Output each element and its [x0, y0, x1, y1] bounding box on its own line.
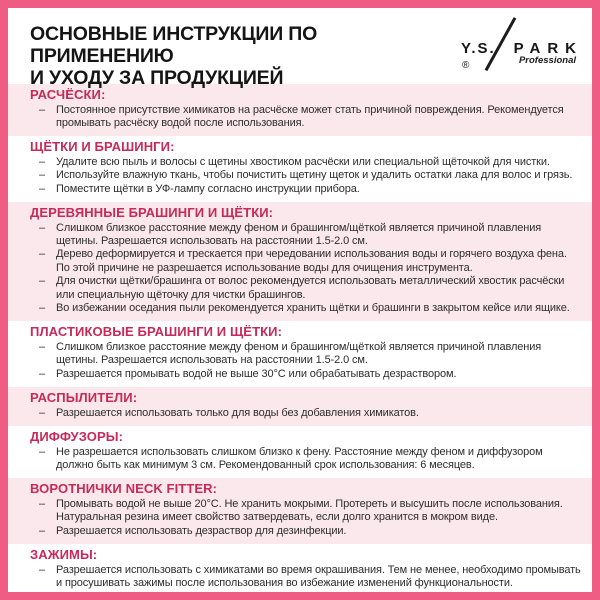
dash-marker: –: [39, 182, 45, 195]
list-item: [30, 368, 582, 381]
list-item-text: Разрешается использовать дезраствор для дезинфекции.: [56, 524, 347, 537]
list-item: [30, 302, 582, 315]
list-item-text: Используйте влажную ткань, чтобы почистить щетину щеток и удалить остатки лака для волос и грязь.: [56, 169, 573, 182]
section-title: ДИФФУЗОРЫ:: [30, 429, 124, 444]
dash-marker: –: [39, 406, 45, 419]
list-item-text: Слишком близкое расстояние между феном и брашингом/щёткой является причиной плавления щетины. Разрешается использовать на расстоянии 1.5-2.0 см.: [56, 340, 542, 367]
section-brushes: [8, 136, 592, 202]
list-item-text: Не разрешается использовать слишком близко к фену. Расстояние между феном и диффузором должно быть как минимум 3 см. Рекомендованный срок использования: 6 месяцев.: [56, 445, 543, 471]
registered-trademark-icon: ®: [462, 60, 470, 71]
list-item: [30, 564, 582, 591]
section-title: ЗАЖИМЫ:: [30, 547, 98, 563]
list-item: [30, 222, 582, 249]
section-diffusers: [8, 426, 592, 478]
list-item: [30, 525, 582, 538]
list-item: [30, 169, 582, 182]
dash-marker: –: [39, 103, 45, 116]
ys-park-logo: [461, 30, 583, 82]
dash-marker: –: [39, 563, 45, 576]
list-item: [30, 446, 582, 473]
list-item: [30, 183, 582, 196]
section-wooden-brushes: [8, 202, 592, 321]
section-title: РАСЧЁСКИ:: [30, 87, 106, 102]
section-clips: [8, 544, 592, 596]
list-item: [30, 407, 582, 420]
section-title: ДЕРЕВЯННЫЕ БРАШИНГИ И ЩЁТКИ:: [30, 205, 274, 221]
list-item-text: Поместите щётки в УФ-лампу согласно инструкции прибора.: [56, 182, 360, 195]
section-sprayers: [8, 387, 592, 426]
section-combs: [8, 84, 592, 136]
logo-park-text: PARK: [513, 40, 583, 57]
list-item-text: Постоянное присутствие химикатов на расчёске может стать причиной повреждения. Рекомендуется промывать расчёску водой после использования.: [56, 103, 564, 129]
dash-marker: –: [39, 340, 45, 353]
logo-ys-text: Y.S.: [461, 40, 496, 57]
dash-marker: –: [39, 155, 45, 168]
list-item: [30, 498, 582, 525]
section-neck-fitters: [8, 478, 592, 544]
list-item-text: Для очистки щётки/брашинга от волос рекомендуется использовать металлический хвостик расчёски или специальную щёточку для чистки брашингов.: [56, 275, 565, 301]
section-plastic-brushes: [8, 321, 592, 387]
page-title: [30, 23, 461, 89]
dash-marker: –: [39, 524, 45, 537]
list-item: [30, 275, 582, 302]
header: [8, 8, 592, 90]
section-title: ПЛАСТИКОВЫЕ БРАШИНГИ И ЩЁТКИ:: [30, 324, 283, 340]
list-item-text: Разрешается промывать водой не выше 30°C или обрабатывать дезраствором.: [56, 367, 457, 380]
dash-marker: –: [39, 445, 45, 458]
list-item-text: Удалите всю пыль и волосы с щетины хвостиком расчёски или специальной щёточкой для чистки.: [56, 155, 550, 168]
dash-marker: –: [39, 275, 45, 288]
list-item-text: Разрешается использовать только для воды без добавления химикатов.: [56, 406, 419, 419]
dash-marker: –: [39, 169, 45, 182]
page-title-line2: И УХОДУ ЗА ПРОДУКЦИЕЙ: [30, 67, 284, 90]
list-item-text: Слишком близкое расстояние между феном и брашингом/щёткой является причиной плавления щетины. Разрешается использовать на расстоянии 1.5-2.0 см.: [56, 221, 542, 247]
section-title: РАСПЫЛИТЕЛИ:: [30, 390, 138, 406]
logo-professional-text: Professional: [518, 55, 576, 66]
list-item-text: Во избежании оседания пыли рекомендуется хранить щётки и брашинги в закрытом кейсе или ящике.: [56, 301, 570, 314]
section-title: ВОРОТНИЧКИ NECK FITTER:: [30, 481, 218, 497]
list-item: [30, 341, 582, 368]
dash-marker: –: [39, 221, 45, 234]
dash-marker: –: [39, 248, 45, 261]
dash-marker: –: [39, 497, 45, 510]
list-item: [30, 104, 582, 131]
dash-marker: –: [39, 301, 45, 314]
dash-marker: –: [39, 367, 45, 380]
section-title: ЩЁТКИ И БРАШИНГИ:: [30, 139, 175, 155]
page-title-line1: ОСНОВНЫЕ ИНСТРУКЦИИ ПО ПРИМЕНЕНИЮ: [30, 23, 318, 68]
list-item: [30, 248, 582, 275]
list-item-text: Дерево деформируется и трескается при чередовании использования воды и горячего воздуха фена. По этой причине не разрешается использование воды для очищения инструмента.: [56, 248, 567, 274]
list-item-text: Промывать водой не выше 20°C. Не хранить мокрыми. Протереть и высушить после использования. Натуральная резина имеет свойство затвердевать, если долго хранится в мокром виде.: [56, 497, 563, 524]
list-item-text: Разрешается использовать с химикатами во время окрашивания. Тем не менее, необходимо промывать и просушивать зажимы после использования во избежание изменений функциональности.: [56, 563, 581, 589]
list-item: [30, 156, 582, 169]
sections-list: [8, 84, 592, 596]
